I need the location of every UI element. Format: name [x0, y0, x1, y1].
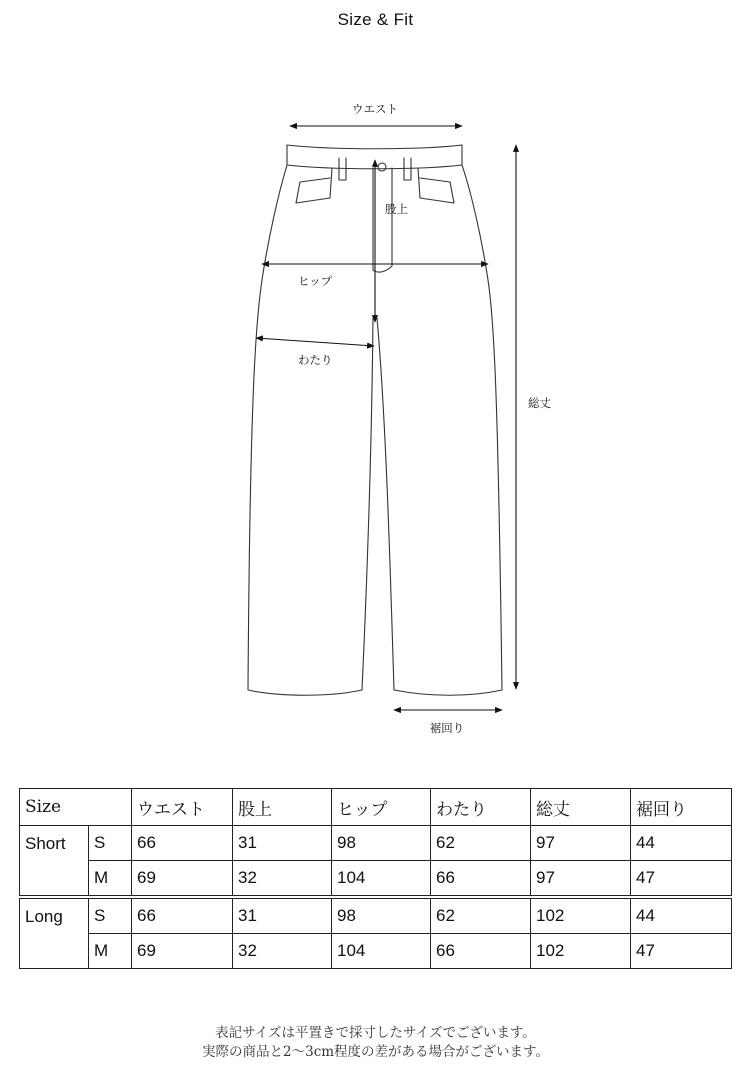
value-cell: 31	[233, 826, 332, 861]
table-row	[20, 934, 732, 969]
value-cell: 47	[631, 934, 732, 969]
label-total-length: 総丈	[528, 396, 551, 410]
value-cell: 104	[332, 934, 431, 969]
size-cell: S	[89, 826, 132, 861]
value-cell: 104	[332, 861, 431, 898]
value-cell: 98	[332, 897, 431, 934]
value-cell: 32	[233, 934, 332, 969]
label-rise: 股上	[385, 202, 408, 216]
value-cell: 97	[531, 861, 631, 898]
value-cell: 31	[233, 897, 332, 934]
table-header-row	[20, 789, 732, 826]
value-cell: 44	[631, 897, 732, 934]
value-cell: 62	[431, 897, 531, 934]
value-cell: 32	[233, 861, 332, 898]
group-label-short: Short	[20, 826, 89, 898]
table-row	[20, 861, 732, 898]
right-side-seam	[462, 165, 502, 690]
inseam-left	[362, 318, 373, 690]
value-cell: 98	[332, 826, 431, 861]
header-rise: 股上	[233, 789, 332, 826]
label-waist: ウエスト	[352, 102, 398, 116]
value-cell: 66	[431, 934, 531, 969]
size-cell: M	[89, 934, 132, 969]
header-total-length: 総丈	[531, 789, 631, 826]
inseam-right	[377, 318, 394, 690]
label-hem: 裾回り	[429, 721, 465, 735]
value-cell: 66	[132, 826, 233, 861]
value-cell: 69	[132, 861, 233, 898]
thigh-arrow	[256, 338, 374, 346]
value-cell: 47	[631, 861, 732, 898]
group-label-long: Long	[20, 897, 89, 969]
left-side-seam	[248, 165, 287, 690]
value-cell: 66	[132, 897, 233, 934]
label-hip: ヒップ	[298, 274, 333, 288]
pocket-right	[418, 168, 454, 203]
value-cell: 66	[431, 861, 531, 898]
header-size: Size	[20, 789, 132, 826]
belt-loop-left	[339, 158, 346, 180]
table-row	[20, 826, 732, 861]
header-thigh: わたり	[431, 789, 531, 826]
value-cell: 102	[531, 897, 631, 934]
value-cell: 44	[631, 826, 732, 861]
value-cell: 69	[132, 934, 233, 969]
size-cell: S	[89, 897, 132, 934]
measurement-notes	[0, 1024, 751, 1062]
label-thigh: わたり	[298, 353, 333, 367]
belt-loop-right	[404, 158, 411, 180]
size-table	[19, 788, 732, 969]
value-cell: 62	[431, 826, 531, 861]
header-hem: 裾回り	[631, 789, 732, 826]
header-hip: ヒップ	[332, 789, 431, 826]
size-cell: M	[89, 861, 132, 898]
header-waist: ウエスト	[132, 789, 233, 826]
note-line: 表記サイズは平置きで採寸したサイズでございます。	[215, 1025, 536, 1041]
value-cell: 97	[531, 826, 631, 861]
left-hem	[248, 690, 362, 695]
note-line: 実際の商品と2〜3cm程度の差がある場合がございます。	[202, 1044, 549, 1060]
pocket-left	[296, 168, 332, 203]
right-hem	[394, 690, 502, 695]
value-cell: 102	[531, 934, 631, 969]
page-title: Size & Fit	[337, 10, 414, 29]
button-icon	[378, 163, 386, 171]
table-row	[20, 897, 732, 934]
fly	[373, 168, 392, 272]
